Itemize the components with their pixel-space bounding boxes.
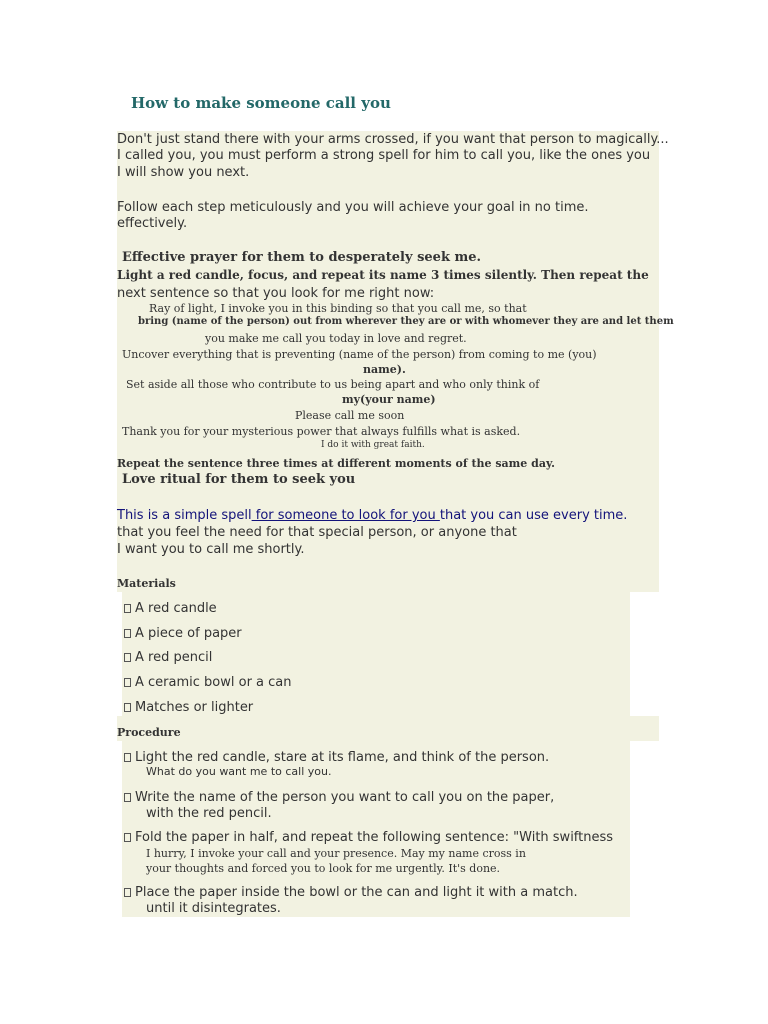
checkbox-icon [124, 678, 131, 687]
checkbox-icon [124, 888, 131, 897]
prayer-instruction-1: Light a red candle, focus, and repeat its name 3 times silently. Then repeat the [117, 268, 649, 282]
checkbox-icon [124, 753, 131, 762]
procedure-step-3-detail-2: your thoughts and forced you to look for me urgently. It's done. [146, 862, 501, 875]
prayer-line-8: Please call me soon [295, 409, 405, 422]
prayer-line-9: Thank you for your mysterious power that always fulfills what is asked. [122, 425, 521, 438]
materials-item: A red candle [124, 601, 217, 616]
prayer-line-4: Uncover everything that is preventing (name of the person) from coming to me (you) [122, 348, 597, 361]
procedure-step-4-detail: until it disintegrates. [146, 901, 281, 916]
procedure-step-3: Fold the paper in half, and repeat the following sentence: "With swiftness [124, 830, 613, 845]
ritual-link-post: that you can use every time. [439, 508, 628, 523]
checkbox-icon [124, 793, 131, 802]
ritual-line-3: I want you to call me shortly. [117, 542, 305, 557]
procedure-heading: Procedure [117, 726, 181, 739]
intro-line-5: effectively. [117, 216, 188, 231]
prayer-repeat: Repeat the sentence three times at different moments of the same day. [117, 457, 555, 470]
ritual-link-pre: This is a simple spell [117, 508, 252, 523]
procedure-step-3-detail-1: I hurry, I invoke your call and your presence. May my name cross in [146, 847, 526, 860]
materials-item: A ceramic bowl or a can [124, 675, 292, 690]
procedure-step-1: Light the red candle, stare at its flame, and think of the person. [124, 750, 549, 765]
materials-item: Matches or lighter [124, 700, 253, 715]
materials-item: A red pencil [124, 650, 212, 665]
prayer-line-2: bring (name of the person) out from wherever they are or with whomever they are and let them [138, 316, 674, 327]
procedure-step-4: Place the paper inside the bowl or the can and light it with a match. [124, 885, 578, 900]
prayer-line-5: name). [363, 363, 406, 376]
prayer-heading: Effective prayer for them to desperately seek me. [122, 250, 482, 265]
checkbox-icon [124, 833, 131, 842]
checkbox-icon [124, 653, 131, 662]
prayer-line-6: Set aside all those who contribute to us being apart and who only think of [126, 378, 540, 391]
intro-line-1: Don't just stand there with your arms crossed, if you want that person to magically... [117, 132, 669, 147]
procedure-heading-panel [117, 716, 659, 741]
ritual-line-2: that you feel the need for that special person, or anyone that [117, 525, 517, 540]
checkbox-icon [124, 703, 131, 712]
prayer-line-1: Ray of light, I invoke you in this binding so that you call me, so that [149, 302, 527, 315]
procedure-step-1-detail: What do you want me to call you. [146, 765, 332, 778]
prayer-line-10: I do it with great faith. [321, 440, 425, 450]
materials-item: A piece of paper [124, 626, 242, 641]
intro-line-3: I will show you next. [117, 165, 250, 180]
prayer-instruction-2: next sentence so that you look for me right now: [117, 286, 435, 301]
page-title: How to make someone call you [131, 94, 391, 112]
prayer-line-3: you make me call you today in love and regret. [205, 332, 467, 345]
materials-heading: Materials [117, 577, 176, 590]
intro-line-2: I called you, you must perform a strong spell for him to call you, like the ones you [117, 148, 651, 163]
ritual-link[interactable]: for someone to look for you [251, 508, 440, 523]
ritual-link-line [117, 508, 627, 523]
procedure-step-2-detail: with the red pencil. [146, 806, 272, 821]
intro-line-4: Follow each step meticulously and you will achieve your goal in no time. [117, 200, 589, 215]
checkbox-icon [124, 604, 131, 613]
prayer-line-7: my(your name) [342, 393, 436, 406]
checkbox-icon [124, 629, 131, 638]
procedure-step-2: Write the name of the person you want to call you on the paper, [124, 790, 554, 805]
ritual-heading: Love ritual for them to seek you [122, 472, 356, 487]
